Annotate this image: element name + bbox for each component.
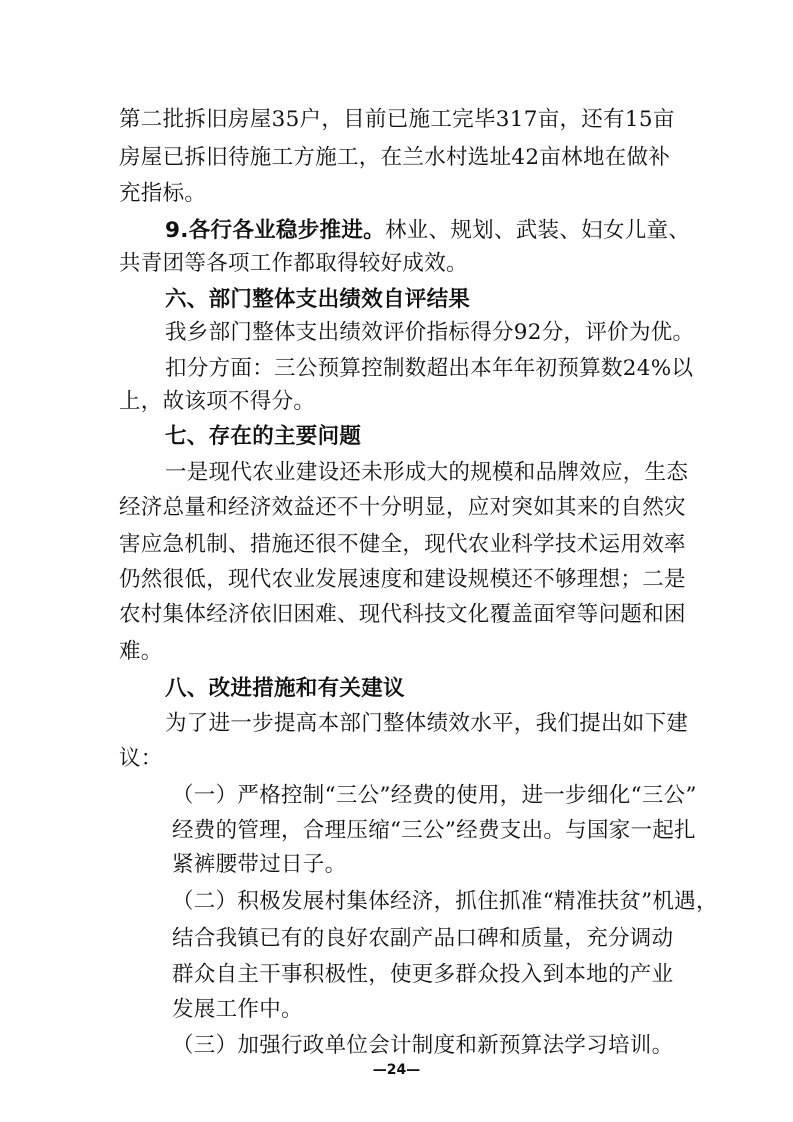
paragraph-line: 议： (119, 746, 163, 771)
paragraph-line: 害应急机制、措施还很不健全，现代农业科学技术运用效率 (119, 532, 686, 557)
paragraph-line: 经济总量和经济效益还不十分明显，应对突如其来的自然灾 (119, 495, 686, 520)
paragraph-line: 经费的管理，合理压缩“三公”经费支出。与国家一起扎 (172, 818, 696, 843)
paragraph-line: （二）积极发展村集体经济，抓住抓准“精准扶贫”机遇， (172, 889, 718, 914)
section-heading: 八、改进措施和有关建议 (165, 676, 405, 701)
paragraph-line: （一）严格控制“三公”经费的使用，进一步细化“三公” (172, 783, 697, 808)
paragraph-line: 群众自主干事积极性，使更多群众投入到本地的产业 (172, 962, 674, 987)
paragraph-line: 紧裤腰带过日子。 (172, 852, 347, 877)
paragraph-line: 上，故该项不得分。 (119, 389, 316, 414)
paragraph-line: 第二批拆旧房屋35户，目前已施工完毕317亩，还有15亩 (119, 107, 675, 132)
paragraph-line: 房屋已拆旧待施工方施工，在兰水村选址42亩林地在做补 (119, 145, 671, 170)
paragraph-line: （三）加强行政单位会计制度和新预算法学习培训。 (172, 1033, 674, 1058)
page-number: —24— (372, 1062, 421, 1078)
paragraph-line: 发展工作中。 (172, 997, 303, 1022)
paragraph-line: 一是现代农业建设还未形成大的规模和品牌效应，生态 (165, 460, 689, 485)
paragraph-line: 为了进一步提高本部门整体绩效水平，我们提出如下建 (165, 711, 689, 736)
paragraph-line: 扣分方面：三公预算控制数超出本年年初预算数24%以 (165, 356, 694, 381)
paragraph-line: 农村集体经济依旧困难、现代科技文化覆盖面窄等问题和困 (119, 602, 686, 627)
paragraph-line: 结合我镇已有的良好农副产品口碑和质量，充分调动 (172, 926, 674, 951)
paragraph-line: 我乡部门整体支出绩效评价指标得分92分，评价为优。 (165, 320, 695, 345)
paragraph-line: 共青团等各项工作都取得较好成效。 (119, 251, 468, 276)
paragraph-line: 仍然很低，现代农业发展速度和建设规模还不够理想；二是 (119, 567, 686, 592)
section-heading: 六、部门整体支出绩效自评结果 (165, 287, 471, 312)
paragraph-line: 难。 (119, 639, 163, 664)
paragraph-line: 9.各行各业稳步推进。林业、规划、武装、妇女儿童、 (165, 218, 691, 243)
section-heading: 七、存在的主要问题 (165, 424, 362, 449)
item-heading: 9.各行各业稳步推进。 (165, 218, 385, 243)
paragraph-line: 充指标。 (119, 181, 207, 206)
